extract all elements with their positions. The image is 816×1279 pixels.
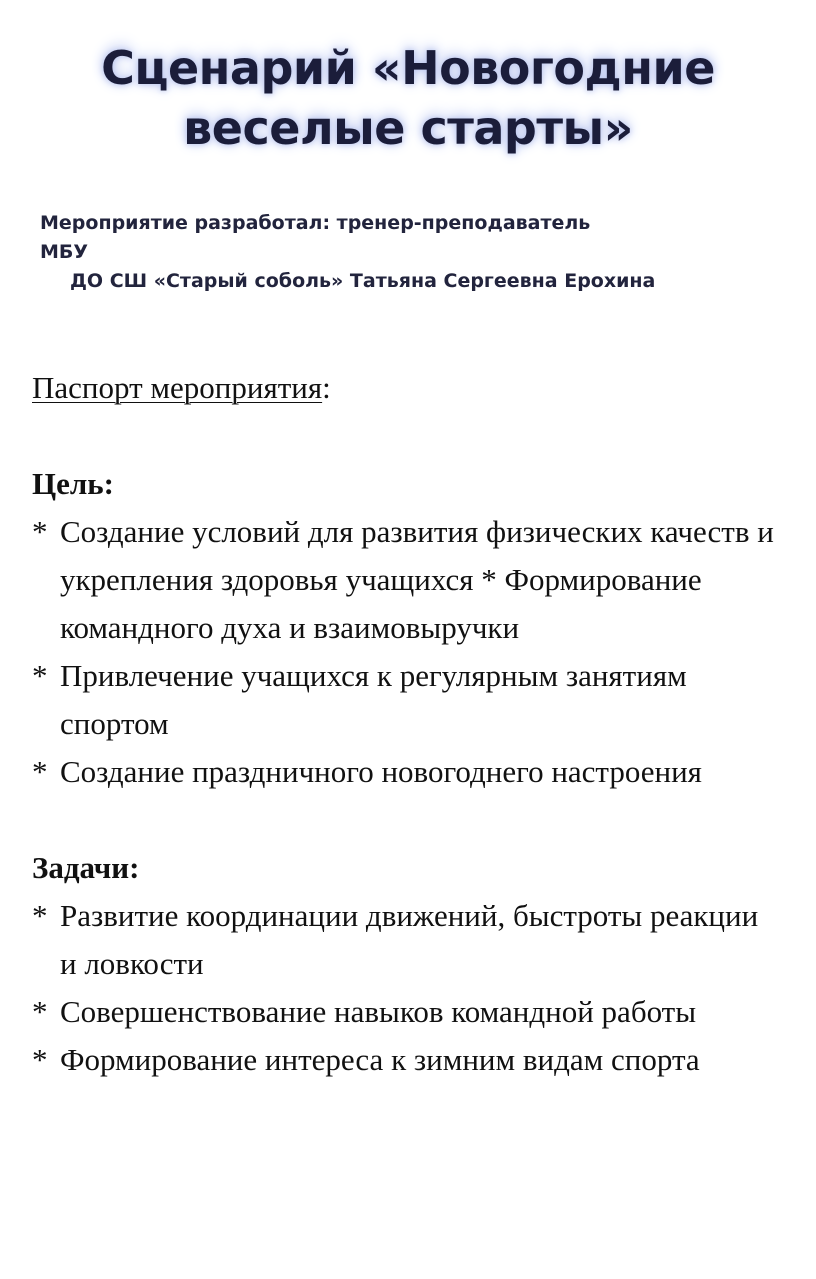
- bullet-star: *: [32, 514, 48, 549]
- goal-item-2: Привлечение учащихся к регулярным занятиям спортом: [60, 658, 687, 741]
- goal-list: [32, 508, 782, 796]
- list-item: [32, 508, 782, 652]
- list-item: [32, 652, 782, 748]
- bullet-star: *: [32, 994, 48, 1029]
- title-line-1: Сценарий «Новогодние: [101, 41, 715, 95]
- bullet-star: *: [32, 658, 48, 693]
- task-item-2: Совершенствование навыков командной работы: [60, 994, 697, 1029]
- author-credit: [40, 209, 780, 296]
- list-item: [32, 892, 782, 988]
- tasks-list: [32, 892, 782, 1084]
- list-item: [32, 988, 782, 1036]
- bullet-star: *: [32, 1042, 48, 1077]
- passport-colon: :: [322, 370, 331, 405]
- bullet-star: *: [32, 898, 48, 933]
- task-item-3: Формирование интереса к зимним видам спорта: [60, 1042, 700, 1077]
- goal-item-1: Создание условий для развития физических качеств и укрепления здоровья учащихся * Формирование командного духа и взаимовыручки: [60, 514, 774, 645]
- tasks-heading: Задачи:: [32, 850, 140, 885]
- task-item-1: Развитие координации движений, быстроты реакции и ловкости: [60, 898, 759, 981]
- author-line-1: Мероприятие разработал: тренер-преподаватель: [40, 212, 591, 234]
- document-body: [32, 364, 782, 1084]
- goal-item-3: Создание праздничного новогоднего настроения: [60, 754, 702, 789]
- goal-heading: Цель:: [32, 466, 114, 501]
- document-title: [0, 38, 816, 158]
- author-line-2: МБУ: [40, 241, 89, 263]
- list-item: [32, 748, 782, 796]
- author-line-3: ДО СШ «Старый соболь» Татьяна Сергеевна Ерохина: [70, 270, 656, 292]
- passport-heading: [32, 364, 782, 412]
- title-line-2: веселые старты»: [183, 101, 633, 155]
- passport-label: Паспорт мероприятия: [32, 370, 323, 405]
- bullet-star: *: [32, 754, 48, 789]
- list-item: [32, 1036, 782, 1084]
